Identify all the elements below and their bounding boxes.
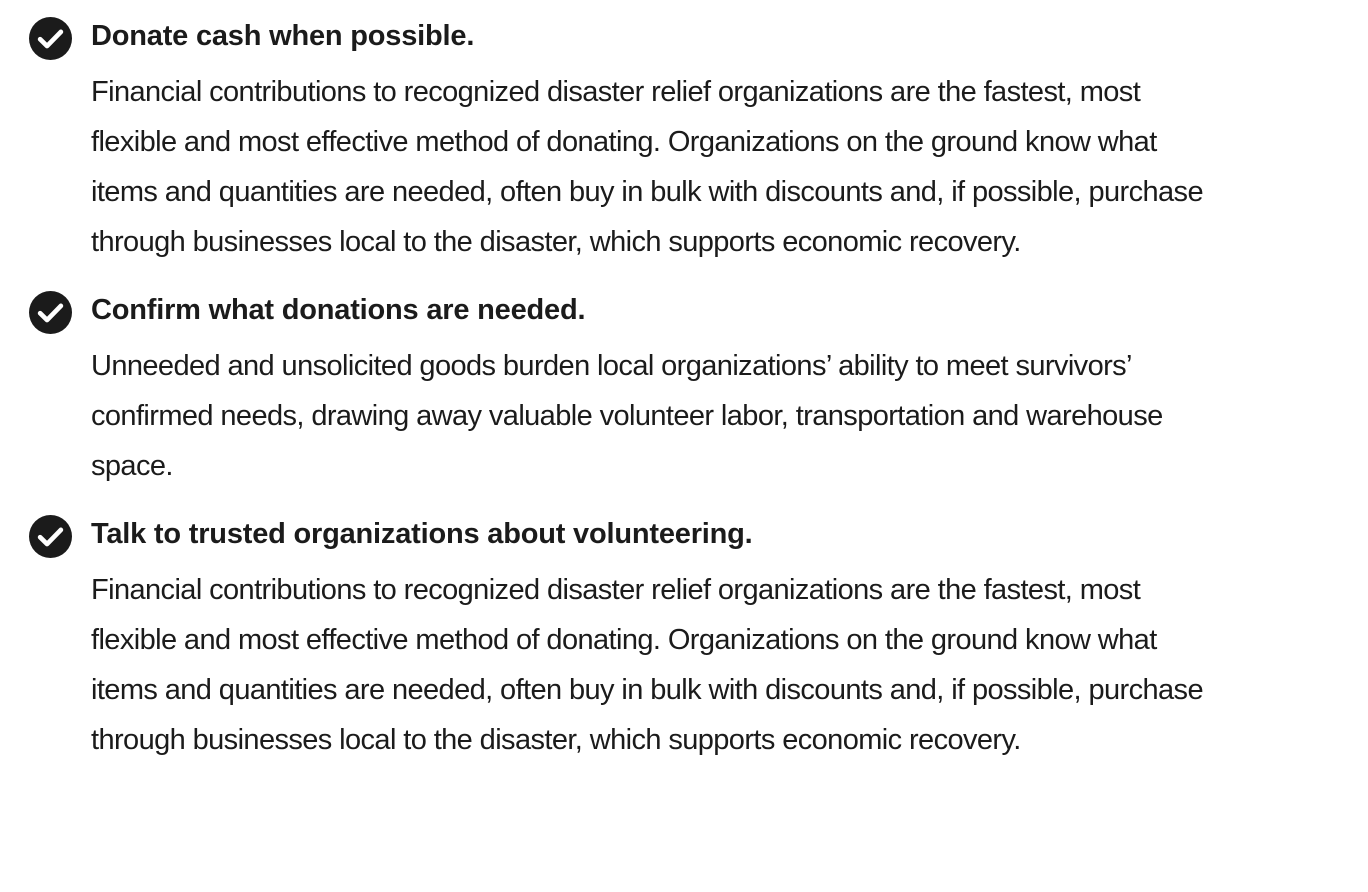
checklist-item-description: Financial contributions to recognized disaster relief organizations are the fastest, most flexible and most effective method of donating. Organizations on the ground know what items and quantities are needed, often buy in bulk with discounts and, if possible, purchase through businesses local to the disaster, which supports economic recovery. xyxy=(91,76,1203,258)
checklist-item-donate-cash xyxy=(29,14,1229,267)
check-circle-icon xyxy=(29,515,72,558)
checklist-item-description: Unneeded and unsolicited goods burden local organizations’ ability to meet survivors’ confirmed needs, drawing away valuable volunteer labor, transportation and warehouse space. xyxy=(91,350,1163,482)
checklist-item-title: Confirm what donations are needed. xyxy=(91,294,586,326)
checklist-item-description: Financial contributions to recognized disaster relief organizations are the fastest, most flexible and most effective method of donating. Organizations on the ground know what items and quantities are needed, often buy in bulk with discounts and, if possible, purchase through businesses local to the disaster, which supports economic recovery. xyxy=(91,574,1203,756)
check-circle-icon xyxy=(29,17,72,60)
checklist-item-title: Talk to trusted organizations about volunteering. xyxy=(91,518,753,550)
checklist-item-title: Donate cash when possible. xyxy=(91,20,475,52)
donation-checklist xyxy=(29,14,1229,765)
checklist-item-confirm-donations xyxy=(29,288,1229,491)
checklist-item-volunteering xyxy=(29,512,1229,765)
check-circle-icon xyxy=(29,291,72,334)
